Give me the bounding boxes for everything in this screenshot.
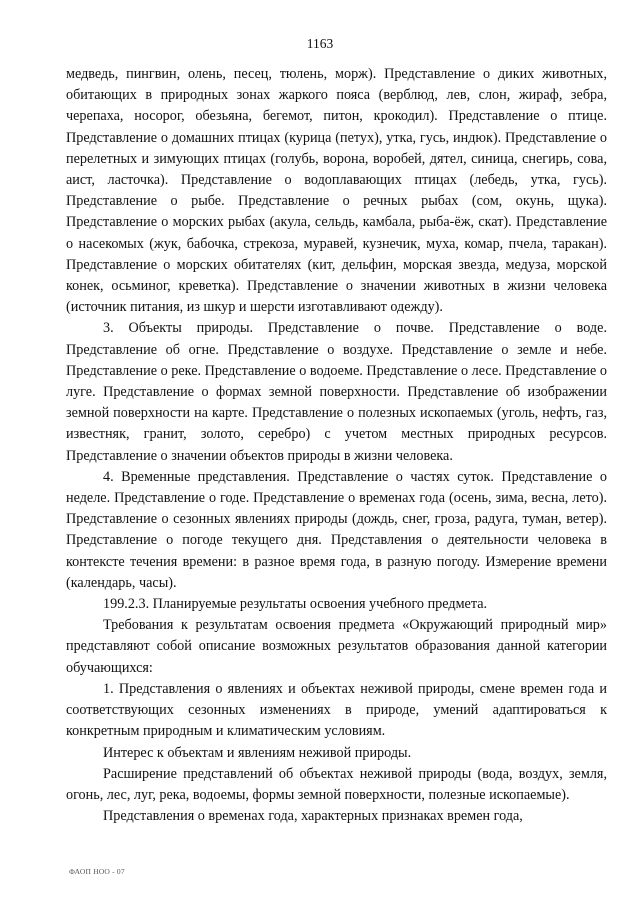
footer-document-code: ФАОП НОО - 07: [69, 867, 125, 876]
paragraph-interest: Интерес к объектам и явлениям неживой природы.: [103, 744, 412, 761]
paragraph-time-representations: 4. Временные представления. Представление о частях суток. Представление о неделе. Представление о годе. Представление о временах года (осень, зима, весна, лето). Представление о сезонных явлениях природы (дождь, снег, гроза, радуга, туман, ветер). Представление о погоде текущего дня. Представления о деятельности человека в контексте течения времени: в разное время года, в разную погоду. Измерение времени (календарь, часы).: [66, 468, 607, 591]
paragraph-requirements: Требования к результатам освоения предмета «Окружающий природный мир» представляют собой описание возможных результатов образования данной категории обучающихся:: [66, 617, 607, 676]
paragraph-animals: медведь, пингвин, олень, песец, тюлень, морж). Представление о диких животных, обитающих в природных зонах жаркого пояса (верблюд, лев, слон, жираф, зебра, черепаха, носорог, обезьяна, бегемот, питон, крокодил). Представление о птице. Представление о домашних птицах (курица (петух), утка, гусь, индюк). Представление о перелетных и зимующих птицах (голубь, ворона, воробей, дятел, синица, снегирь, сова, аист, ласточка). Представление о водоплавающих птицах (лебедь, утка, гусь). Представление о рыбе. Представление о речных рыбах (сом, окунь, щука). Представление о морских рыбах (акула, сельдь, камбала, рыба-ёж, скат). Представление о насекомых (жук, бабочка, стрекоза, муравей, кузнечик, муха, комар, пчела, таракан). Представление о морских обитателях (кит, дельфин, морская звезда, медуза, морской конек, осьминог, креветка). Представление о значении животных в жизни человека (источник питания, из шкур и шерсти изготавливают одежду).: [66, 66, 607, 316]
paragraph-nature-objects: 3. Объекты природы. Представление о почве. Представление о воде. Представление об огне. Представление о воздухе. Представление о земле и небе. Представление о реке. Представление о водоеме. Представление о лесе. Представление о луге. Представление о формах земной поверхности. Представление об изображении земной поверхности на карте. Представление о полезных ископаемых (уголь, нефть, газ, известняк, гранит, золото, серебро) с учетом местных природных ресурсов. Представление о значении объектов природы в жизни человека.: [66, 320, 607, 464]
page-number: 1163: [306, 36, 334, 51]
paragraph-expansion: Расширение представлений об объектах неживой природы (вода, воздух, земля, огонь, лес, луг, река, водоемы, формы земной поверхности, полезные ископаемые).: [66, 765, 607, 803]
document-body: [66, 64, 607, 827]
paragraph-result-1: 1. Представления о явлениях и объектах неживой природы, смене времен года и соответствующих сезонных изменениях в природе, умений адаптироваться к конкретным природным и климатическим условиям.: [66, 680, 607, 740]
paragraph-seasons: Представления о временах года, характерных признаках времен года,: [103, 808, 523, 825]
section-heading-planned-results: 199.2.3. Планируемые результаты освоения учебного предмета.: [103, 596, 488, 613]
